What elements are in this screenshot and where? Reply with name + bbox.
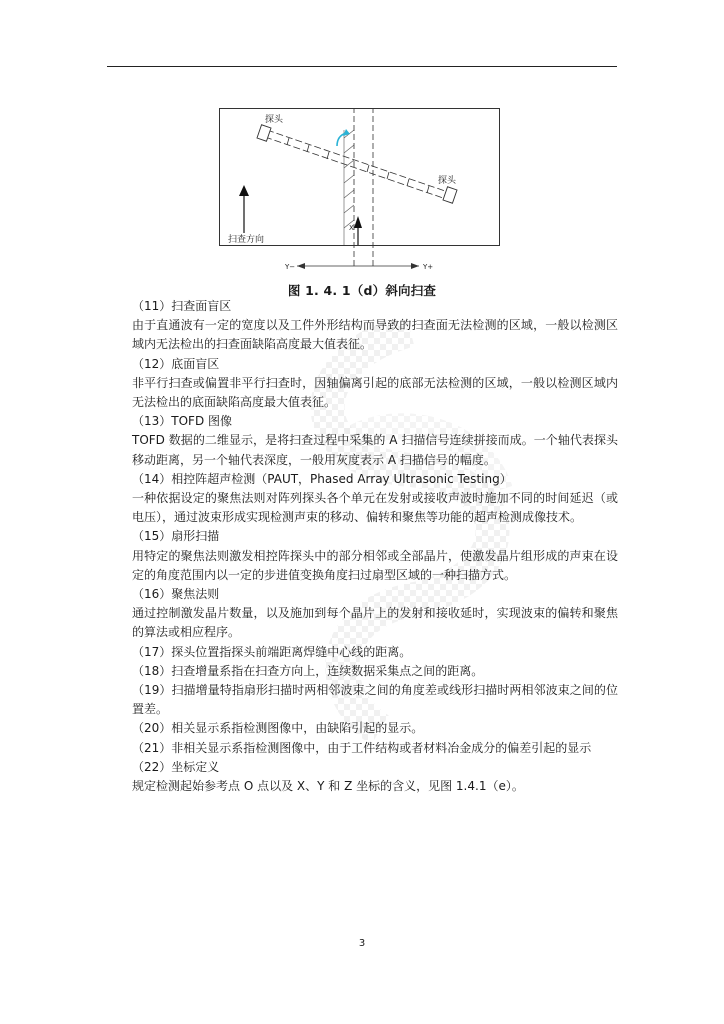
page-number: 3 bbox=[358, 938, 366, 949]
oblique-scan-diagram bbox=[219, 108, 500, 277]
paragraph-13: TOFD 数据的二维显示，是将扫查过程中采集的 A 扫描信号连续拼接而成。一个轴代表探头移动距离，另一个轴代表深度，一般用灰度表示 A 扫描信号的幅度。 bbox=[132, 433, 618, 467]
heading-16: （16）聚焦法则 bbox=[132, 587, 220, 602]
paragraph-16: 通过控制激发晶片数量，以及施加到每个晶片上的发射和接收延时，实现波束的偏转和聚焦的算法或相应程序。 bbox=[132, 606, 618, 640]
paragraph-18: （18）扫查增量系指在扫查方向上，连续数据采集点之间的距离。 bbox=[132, 663, 484, 678]
oblique-scan-figure bbox=[219, 108, 500, 277]
heading-22: （22）坐标定义 bbox=[132, 759, 220, 774]
probe-scan-strip bbox=[265, 130, 451, 200]
paragraph-14: 一种依据设定的聚焦法则对阵列探头各个单元在发射或接收声波时施加不同的时间延迟（或电压），通过波束形成实现检测声束的移动、偏转和聚焦等功能的超声检测成像技术。 bbox=[132, 491, 618, 525]
y-axis-left-arrowhead bbox=[297, 263, 305, 269]
paragraph-11: 由于直通波有一定的宽度以及工件外形结构而导致的扫查面无法检测的区域，一般以检测区域内无法检出的扫查面缺陷高度最大值表征。 bbox=[132, 318, 618, 352]
paragraph-20: （20）相关显示系指检测图像中，由缺陷引起的显示。 bbox=[132, 721, 424, 736]
y-axis-right-arrowhead bbox=[411, 263, 419, 269]
body-text bbox=[132, 297, 618, 796]
probe-left bbox=[257, 125, 271, 141]
heading-14: （14）相控阵超声检测（PAUT，Phased Array Ultrasonic Testing） bbox=[132, 471, 512, 486]
paragraph-17: （17）探头位置指探头前端距离焊缝中心线的距离。 bbox=[132, 644, 412, 659]
figure-caption: 图 1. 4. 1（d）斜向扫查 bbox=[287, 283, 437, 298]
header-rule bbox=[107, 66, 617, 67]
heading-11: （11）扫查面盲区 bbox=[132, 299, 232, 313]
paragraph-19: （19）扫描增量特指扇形扫描时两相邻波束之间的角度差或线形扫描时两相邻波束之间的位置差。 bbox=[132, 683, 618, 717]
paragraph-22: 规定检测起始参考点 O 点以及 X、Y 和 Z 坐标的含义，见图 1.4.1（e）。 bbox=[132, 779, 524, 794]
probe-right-label: 探头 bbox=[438, 176, 457, 186]
paragraph-12: 非平行扫查或偏置非平行扫查时，因轴偏离引起的底部无法检测的区域，一般以检测区域内无法检出的底面缺陷高度最大值表征。 bbox=[132, 375, 618, 410]
paragraph-15: 用特定的聚焦法则激发相控阵探头中的部分相邻或全部晶片，使激发晶片组形成的声束在设定的角度范围内以一定的步进值变换角度扫过扇型区域的一种扫描方式。 bbox=[132, 548, 618, 582]
paragraph-21: （21）非相关显示系指检测图像中，由于工件结构或者材料冶金成分的偏差引起的显示 bbox=[132, 740, 592, 755]
heading-13: （13）TOFD 图像 bbox=[132, 414, 233, 429]
x-axis-arrowhead bbox=[354, 216, 362, 228]
x-axis-label: X bbox=[349, 224, 354, 232]
scan-direction-arrowhead bbox=[239, 185, 249, 196]
probe-left-label: 探头 bbox=[265, 115, 284, 125]
scan-direction-label: 扫查方向 bbox=[228, 235, 265, 245]
y-plus-label: Y+ bbox=[423, 263, 434, 271]
heading-15: （15）扇形扫描 bbox=[132, 529, 220, 544]
probe-right bbox=[443, 187, 457, 203]
heading-12: （12）底面盲区 bbox=[132, 356, 220, 371]
y-minus-label: Y− bbox=[285, 263, 296, 271]
